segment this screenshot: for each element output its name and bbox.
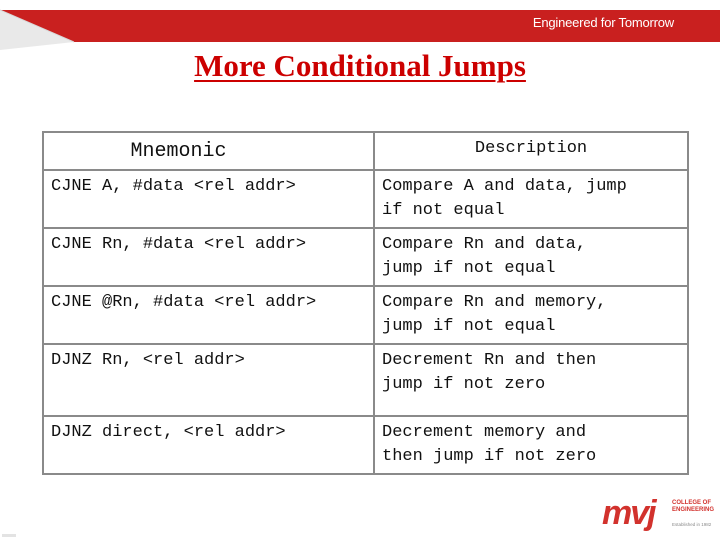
table-header-row xyxy=(43,132,688,170)
conditional-jumps-table xyxy=(42,131,689,475)
mnemonic-cell: CJNE A, #data <rel addr> xyxy=(43,170,374,228)
description-cell: Compare Rn and memory, jump if not equal xyxy=(374,286,688,344)
logo-subtitle: Established in 1982 xyxy=(672,522,712,527)
description-cell: Compare A and data, jump if not equal xyxy=(374,170,688,228)
column-header-description: Description xyxy=(374,132,688,170)
table-row xyxy=(43,228,688,286)
table-row xyxy=(43,344,688,416)
mnemonic-cell: CJNE @Rn, #data <rel addr> xyxy=(43,286,374,344)
description-cell: Decrement Rn and then jump if not zero xyxy=(374,344,688,416)
slide-title: More Conditional Jumps xyxy=(194,48,526,83)
logo-mark: mvj xyxy=(602,494,655,532)
college-logo xyxy=(602,494,714,536)
mnemonic-cell: CJNE Rn, #data <rel addr> xyxy=(43,228,374,286)
description-cell: Compare Rn and data, jump if not equal xyxy=(374,228,688,286)
header-banner xyxy=(0,0,720,50)
description-cell: Decrement memory and then jump if not zero xyxy=(374,416,688,474)
table-row xyxy=(43,170,688,228)
mnemonic-cell: DJNZ direct, <rel addr> xyxy=(43,416,374,474)
corner-mark xyxy=(0,520,22,540)
table-row xyxy=(43,416,688,474)
corner-mark-icon xyxy=(0,520,22,540)
column-header-mnemonic: Mnemonic xyxy=(43,132,374,170)
table-row xyxy=(43,286,688,344)
logo-text: COLLEGE OF ENGINEERING xyxy=(672,500,715,513)
mnemonic-cell: DJNZ Rn, <rel addr> xyxy=(43,344,374,416)
tagline: Engineered for Tomorrow xyxy=(532,15,674,30)
